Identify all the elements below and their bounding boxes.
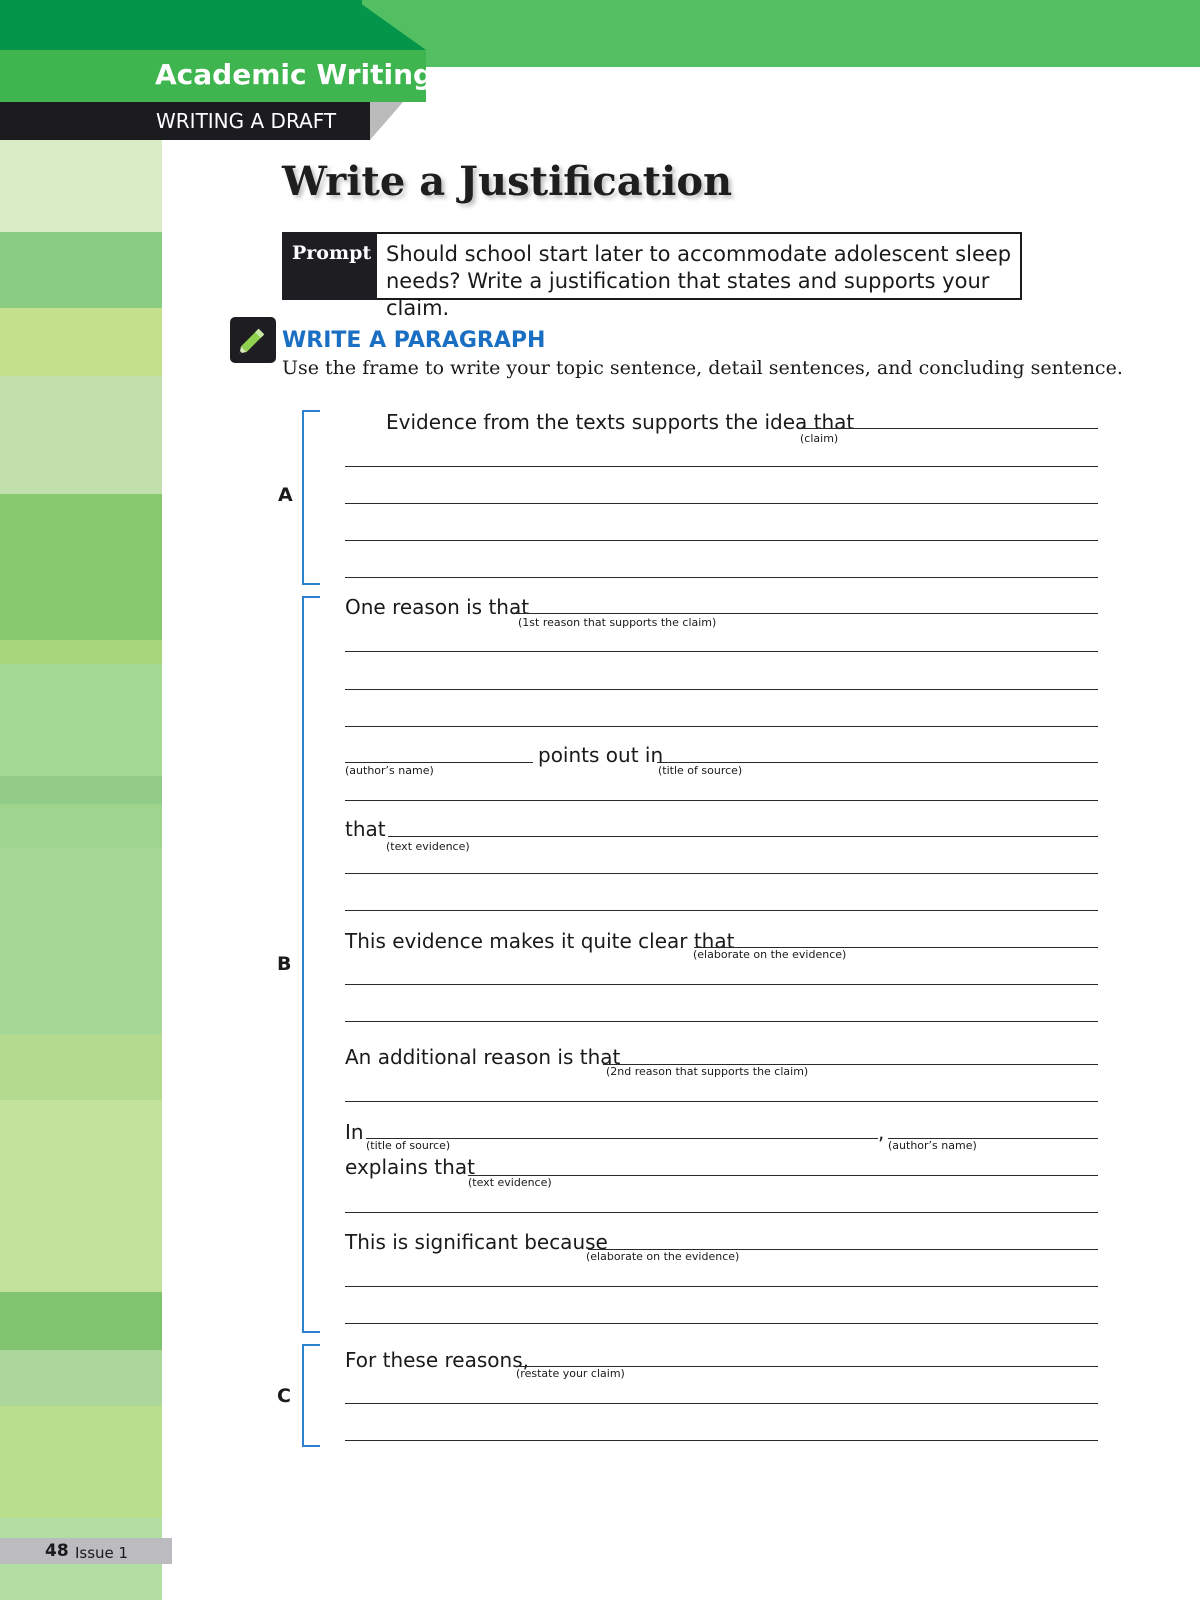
section-label-b: B (277, 953, 292, 975)
hint-claim: (claim) (800, 432, 839, 445)
frame-significant: This is significant because (345, 1230, 608, 1254)
answer-line[interactable] (345, 540, 1098, 541)
hint-author2: (author’s name) (888, 1139, 977, 1152)
hint-text-evidence2: (text evidence) (468, 1176, 552, 1189)
frame-points-out: points out in (538, 743, 664, 767)
answer-line[interactable] (345, 1323, 1098, 1324)
answer-line-text-evidence[interactable] (388, 836, 1098, 837)
prompt-label: Prompt (292, 242, 372, 264)
frame-for-these: For these reasons, (345, 1348, 529, 1372)
bracket-c (302, 1344, 320, 1447)
frame-evidence-intro: Evidence from the texts supports the idea that (386, 410, 855, 434)
issue-label: Issue 1 (75, 1544, 129, 1562)
hint-title: (title of source) (658, 764, 743, 777)
answer-line[interactable] (345, 910, 1098, 911)
hint-restate: (restate your claim) (516, 1367, 625, 1380)
answer-line[interactable] (345, 1440, 1098, 1441)
frame-reason1: One reason is that (345, 595, 530, 619)
bracket-a (302, 410, 320, 585)
hint-elaborate2: (elaborate on the evidence) (586, 1250, 740, 1263)
answer-line[interactable] (345, 1403, 1098, 1404)
answer-line-author[interactable] (345, 762, 533, 763)
answer-line[interactable] (345, 503, 1098, 504)
answer-line[interactable] (345, 689, 1098, 690)
write-paragraph-instructions: Use the frame to write your topic sentence, detail sentences, and concluding sentence. (282, 357, 1123, 379)
answer-line-text-evidence2[interactable] (468, 1175, 1098, 1176)
section-title: Academic Writing (155, 58, 434, 91)
header-tab-dark (0, 0, 362, 50)
answer-line[interactable] (345, 800, 1098, 801)
answer-line[interactable] (345, 1212, 1098, 1213)
frame-additional-reason: An additional reason is that (345, 1045, 621, 1069)
frame-that: that (345, 817, 386, 841)
answer-line-title[interactable] (657, 762, 1098, 763)
pencil-icon (230, 317, 276, 363)
header-subtitle-shadow (370, 102, 403, 140)
bracket-b (302, 596, 320, 1333)
section-label-a: A (278, 484, 293, 506)
hint-reason2: (2nd reason that supports the claim) (606, 1065, 809, 1078)
prompt-text: Should school start later to accommodate adolescent sleep needs? Write a justification that states and supports your claim. (386, 242, 1012, 320)
frame-explains-that: explains that (345, 1155, 475, 1179)
answer-line[interactable] (345, 577, 1098, 578)
answer-line[interactable] (345, 726, 1098, 727)
answer-line[interactable] (345, 466, 1098, 467)
answer-line[interactable] (345, 1021, 1098, 1022)
answer-line[interactable] (345, 984, 1098, 985)
write-paragraph-heading: WRITE A PARAGRAPH (282, 328, 546, 353)
answer-line[interactable] (345, 1101, 1098, 1102)
frame-comma: , (878, 1120, 885, 1144)
header-tab-diagonal (356, 0, 426, 50)
hint-reason1: (1st reason that supports the claim) (518, 616, 717, 629)
frame-in: In (345, 1120, 364, 1144)
answer-line-reason1[interactable] (516, 613, 1098, 614)
hint-elaborate: (elaborate on the evidence) (693, 948, 847, 961)
answer-line[interactable] (345, 873, 1098, 874)
sidebar-color-stripes (0, 140, 162, 1600)
section-label-c: C (277, 1385, 291, 1407)
answer-line[interactable] (345, 1286, 1098, 1287)
hint-text-evidence: (text evidence) (386, 840, 470, 853)
frame-evidence-clear: This evidence makes it quite clear that (345, 929, 735, 953)
answer-line[interactable] (345, 651, 1098, 652)
page-title: Write a Justification (282, 158, 733, 205)
hint-title2: (title of source) (366, 1139, 451, 1152)
hint-author: (author’s name) (345, 764, 434, 777)
answer-line-claim[interactable] (800, 428, 1098, 429)
page-number: 48 (45, 1541, 69, 1561)
section-subtitle: WRITING A DRAFT (156, 109, 337, 133)
